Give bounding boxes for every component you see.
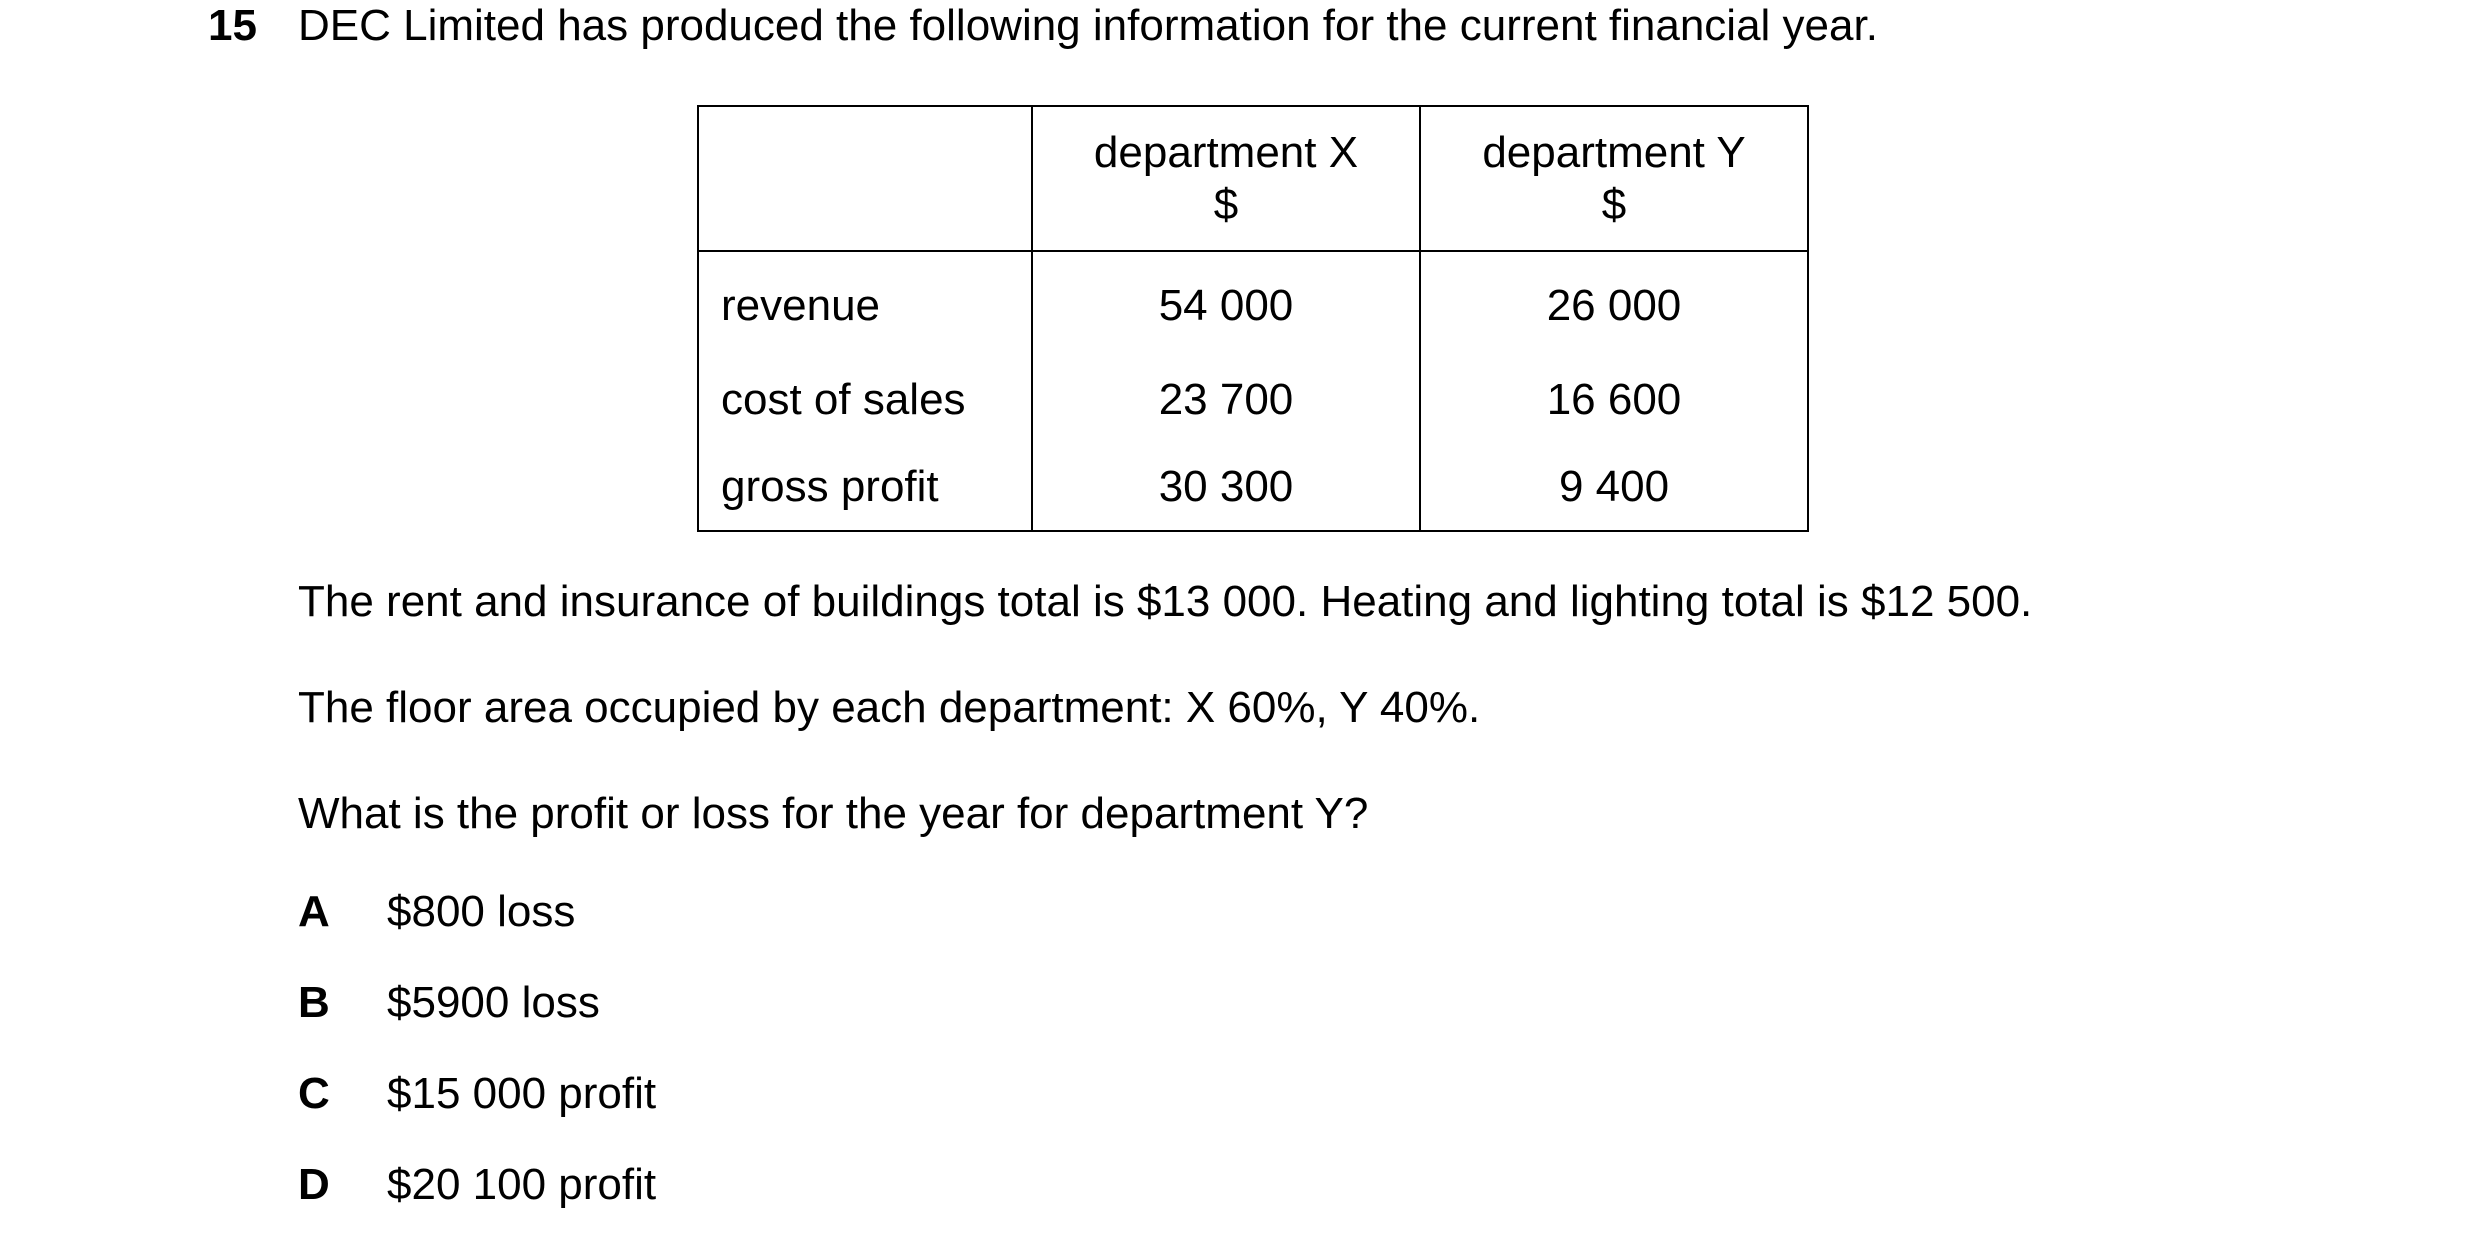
cell-department-y: 9 400 (1420, 444, 1808, 531)
cell-department-x: 23 700 (1032, 356, 1420, 444)
question-number: 15 (208, 1, 257, 50)
option-text-b[interactable]: $5900 loss (387, 978, 600, 1027)
table-header-blank (698, 106, 1032, 251)
option-text-d[interactable]: $20 100 profit (387, 1160, 657, 1209)
header-department-y-label: department Y (1482, 127, 1746, 177)
cell-department-x: 30 300 (1032, 444, 1420, 531)
option-text-a[interactable]: $800 loss (387, 887, 576, 936)
option-letter-b[interactable]: B (298, 978, 330, 1027)
table-row (698, 356, 1808, 444)
table-row (698, 444, 1808, 531)
question-stem: DEC Limited has produced the following information for the current financial year. (298, 1, 1878, 50)
paragraph-costs: The rent and insurance of buildings total is $13 000. Heating and lighting total is $12 500. (298, 577, 2033, 626)
paragraph-floor-area: The floor area occupied by each department: X 60%, Y 40%. (298, 683, 1481, 732)
paragraph-question: What is the profit or loss for the year for department Y? (298, 789, 1369, 838)
table-header-row (698, 106, 1808, 251)
table-header-department-x (1032, 106, 1420, 251)
header-department-x-unit: $ (1213, 179, 1239, 229)
cell-department-y: 26 000 (1420, 251, 1808, 356)
row-label: cost of sales (698, 356, 1032, 444)
cell-department-x: 54 000 (1032, 251, 1420, 356)
header-department-y-unit: $ (1601, 179, 1627, 229)
header-department-x-label: department X (1093, 127, 1359, 177)
option-text-c[interactable]: $15 000 profit (387, 1069, 657, 1118)
department-table (697, 105, 1809, 532)
row-label: revenue (698, 251, 1032, 356)
cell-department-y: 16 600 (1420, 356, 1808, 444)
row-label: gross profit (698, 444, 1032, 531)
table-header-department-y (1420, 106, 1808, 251)
option-letter-c[interactable]: C (298, 1069, 330, 1118)
table-row (698, 251, 1808, 356)
option-letter-a[interactable]: A (298, 887, 330, 936)
option-letter-d[interactable]: D (298, 1160, 330, 1209)
